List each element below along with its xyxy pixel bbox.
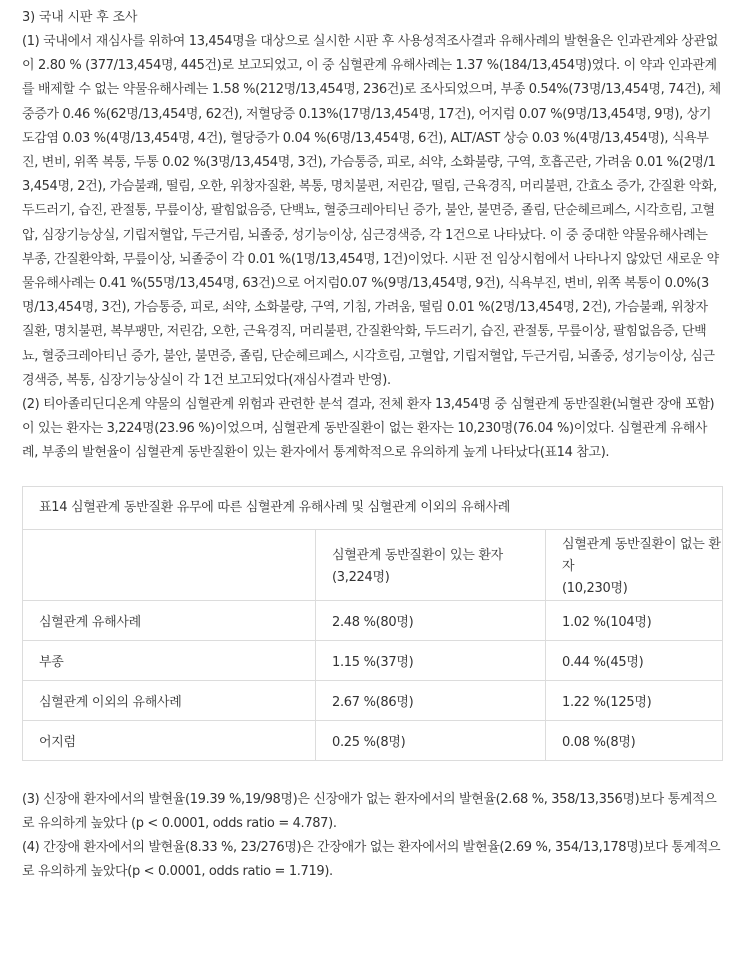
row-label: 어지럼 [23, 720, 316, 760]
row-value-without: 0.44 %(45명) [546, 640, 723, 680]
header-with-comorbidity [316, 530, 546, 601]
header-without-comorbidity [546, 530, 723, 601]
header-corner-cell [23, 530, 316, 601]
row-value-with: 2.67 %(86명) [316, 680, 546, 720]
after-table-notes [22, 788, 750, 885]
header-without-comorbidity-title: 심혈관계 동반질환이 없는 환자 [562, 536, 721, 574]
paragraph-3: (3) 신장애 환자에서의 발현율(19.39 %,19/98명)은 신장애가 없는 환자에서의 발현율(2.68 %, 358/13,356명)보다 통계적으로 유의하게 높았다 (p < 0.0001, odds ratio = 4.787). [22, 791, 717, 831]
paragraph-1: (1) 국내에서 재심사를 위하여 13,454명을 대상으로 실시한 시판 후 사용성적조사결과 유해사례의 발현율은 인과관계와 상관없이 2.80 % (377/13,454명, 445건)로 보고되었고, 이 중 심혈관계 유해사례는 1.37 %(184/13,454명)였다. 이 약과 인과관계를 배제할 수 없는 약물유해사례는 1.58 %(212명/13,454명, 236건)로 조사되었으며, 부종 0.54%(73명/13,454명, 74건), 체중증가 0.46 %(62명/13,454명, 62건), 저혈당증 0.13%(17명/13,454명, 17건), 어지럼 0.07 %(9명/13,454명, 9명), 상기도감염 0.03 %(4명/13,454명, 4건), 혈당증가 0.04 %(6명/13,454명, 6건), ALT/AST 상승 0.03 %(4명/13,454명), 식욕부진, 변비, 위쪽 복통, 두통 0.02 %(3명/13,454명, 3건), 가슴통증, 피로, 쇠약, 소화불량, 구역, 호흡곤란, 가려움 0.01 %(2명/13,454명, 2건), 가슴불쾌, 떨림, 오한, 위창자질환, 복통, 명치불편, 저린감, 떨림, 근육경직, 머리불편, 간효소 증가, 간질환 악화, 두드러기, 습진, 관절통, 무릎이상, 팔힘없음증, 단백뇨, 혈중크레아티닌 증가, 불안, 불면증, 졸림, 단순헤르페스, 시각흐림, 고혈압, 심장기능상실, 기립저혈압, 두근거림, 뇌졸중, 성기능이상, 심근경색증, 각 1건으로 나타났다. 이 중 중대한 약물유해사례는 부종, 간질환악화, 무릎이상, 뇌졸중이 각 0.01 %(1명/13,454명, 1건)이었다. 시판 전 임상시험에서 나타나지 않았던 새로운 약물유해사례는 0.41 %(55명/13,454명, 63건)으로 어지럼0.07 %(9명/13,454명, 9건), 식욕부진, 변비, 위쪽 복통이 0.0%(3명/13,454명, 3건), 가슴통증, 피로, 쇠약, 소화불량, 구역, 기침, 가려움, 떨림 0.01 %(2명/13,454명, 2건), 가슴불쾌, 위창자 질환, 명치불편, 복부팽만, 저린감, 오한, 근육경직, 머리불편, 간질환악화, 두드러기, 습진, 관절통, 무릎이상, 팔힘없음증, 단백뇨, 혈중크레아티닌 증가, 불안, 불면증, 졸림, 단순헤르페스, 시각흐림, 고혈압, 기립저혈압, 두근거림, 뇌졸중, 성기능이상, 심근경색증, 복통, 심장기능상실이 각 1건 보고되었다(재심사결과 반영). [22, 34, 721, 388]
row-value-without: 1.02 %(104명) [546, 600, 723, 640]
header-without-comorbidity-count: (10,230명) [562, 580, 628, 596]
row-value-without: 0.08 %(8명) [546, 720, 723, 760]
row-label: 심혈관계 이외의 유해사례 [23, 680, 316, 720]
header-with-comorbidity-count: (3,224명) [332, 569, 390, 585]
table-caption: 표14 심혈관계 동반질환 유무에 따른 심혈관계 유해사례 및 심혈관계 이외의 유해사례 [23, 487, 722, 530]
table-row [23, 640, 722, 680]
row-value-with: 1.15 %(37명) [316, 640, 546, 680]
paragraph-2: (2) 티아졸리딘디온계 약물의 심혈관계 위험과 관련한 분석 결과, 전체 환자 13,454명 중 심혈관계 동반질환(뇌혈관 장애 포함)이 있는 환자는 3,224명(23.96 %)이었으며, 심혈관계 동반질환이 없는 환자는 10,230명(76.04 %)이었다. 심혈관계 유해사례, 부종의 발현율이 심혈관계 동반질환이 있는 환자에서 통계학적으로 유의하게 높게 나타났다(표14 참고). [22, 397, 715, 461]
row-value-without: 1.22 %(125명) [546, 680, 723, 720]
row-label: 심혈관계 유해사례 [23, 600, 316, 640]
table-row [23, 600, 722, 640]
table-grid [23, 530, 722, 760]
table-row [23, 680, 722, 720]
section-heading: 3) 국내 시판 후 조사 [22, 10, 138, 25]
row-value-with: 0.25 %(8명) [316, 720, 546, 760]
row-label: 부종 [23, 640, 316, 680]
table-row [23, 720, 722, 760]
table-14 [22, 486, 723, 761]
table-header-row [23, 530, 722, 601]
paragraph-4: (4) 간장애 환자에서의 발현율(8.33 %, 23/276명)은 간장애가 없는 환자에서의 발현율(2.69 %, 354/13,178명)보다 통계적으로 유의하게 높았다(p < 0.0001, odds ratio = 1.719). [22, 840, 721, 880]
header-with-comorbidity-title: 심혈관계 동반질환이 있는 환자 [332, 547, 503, 563]
row-value-with: 2.48 %(80명) [316, 600, 546, 640]
